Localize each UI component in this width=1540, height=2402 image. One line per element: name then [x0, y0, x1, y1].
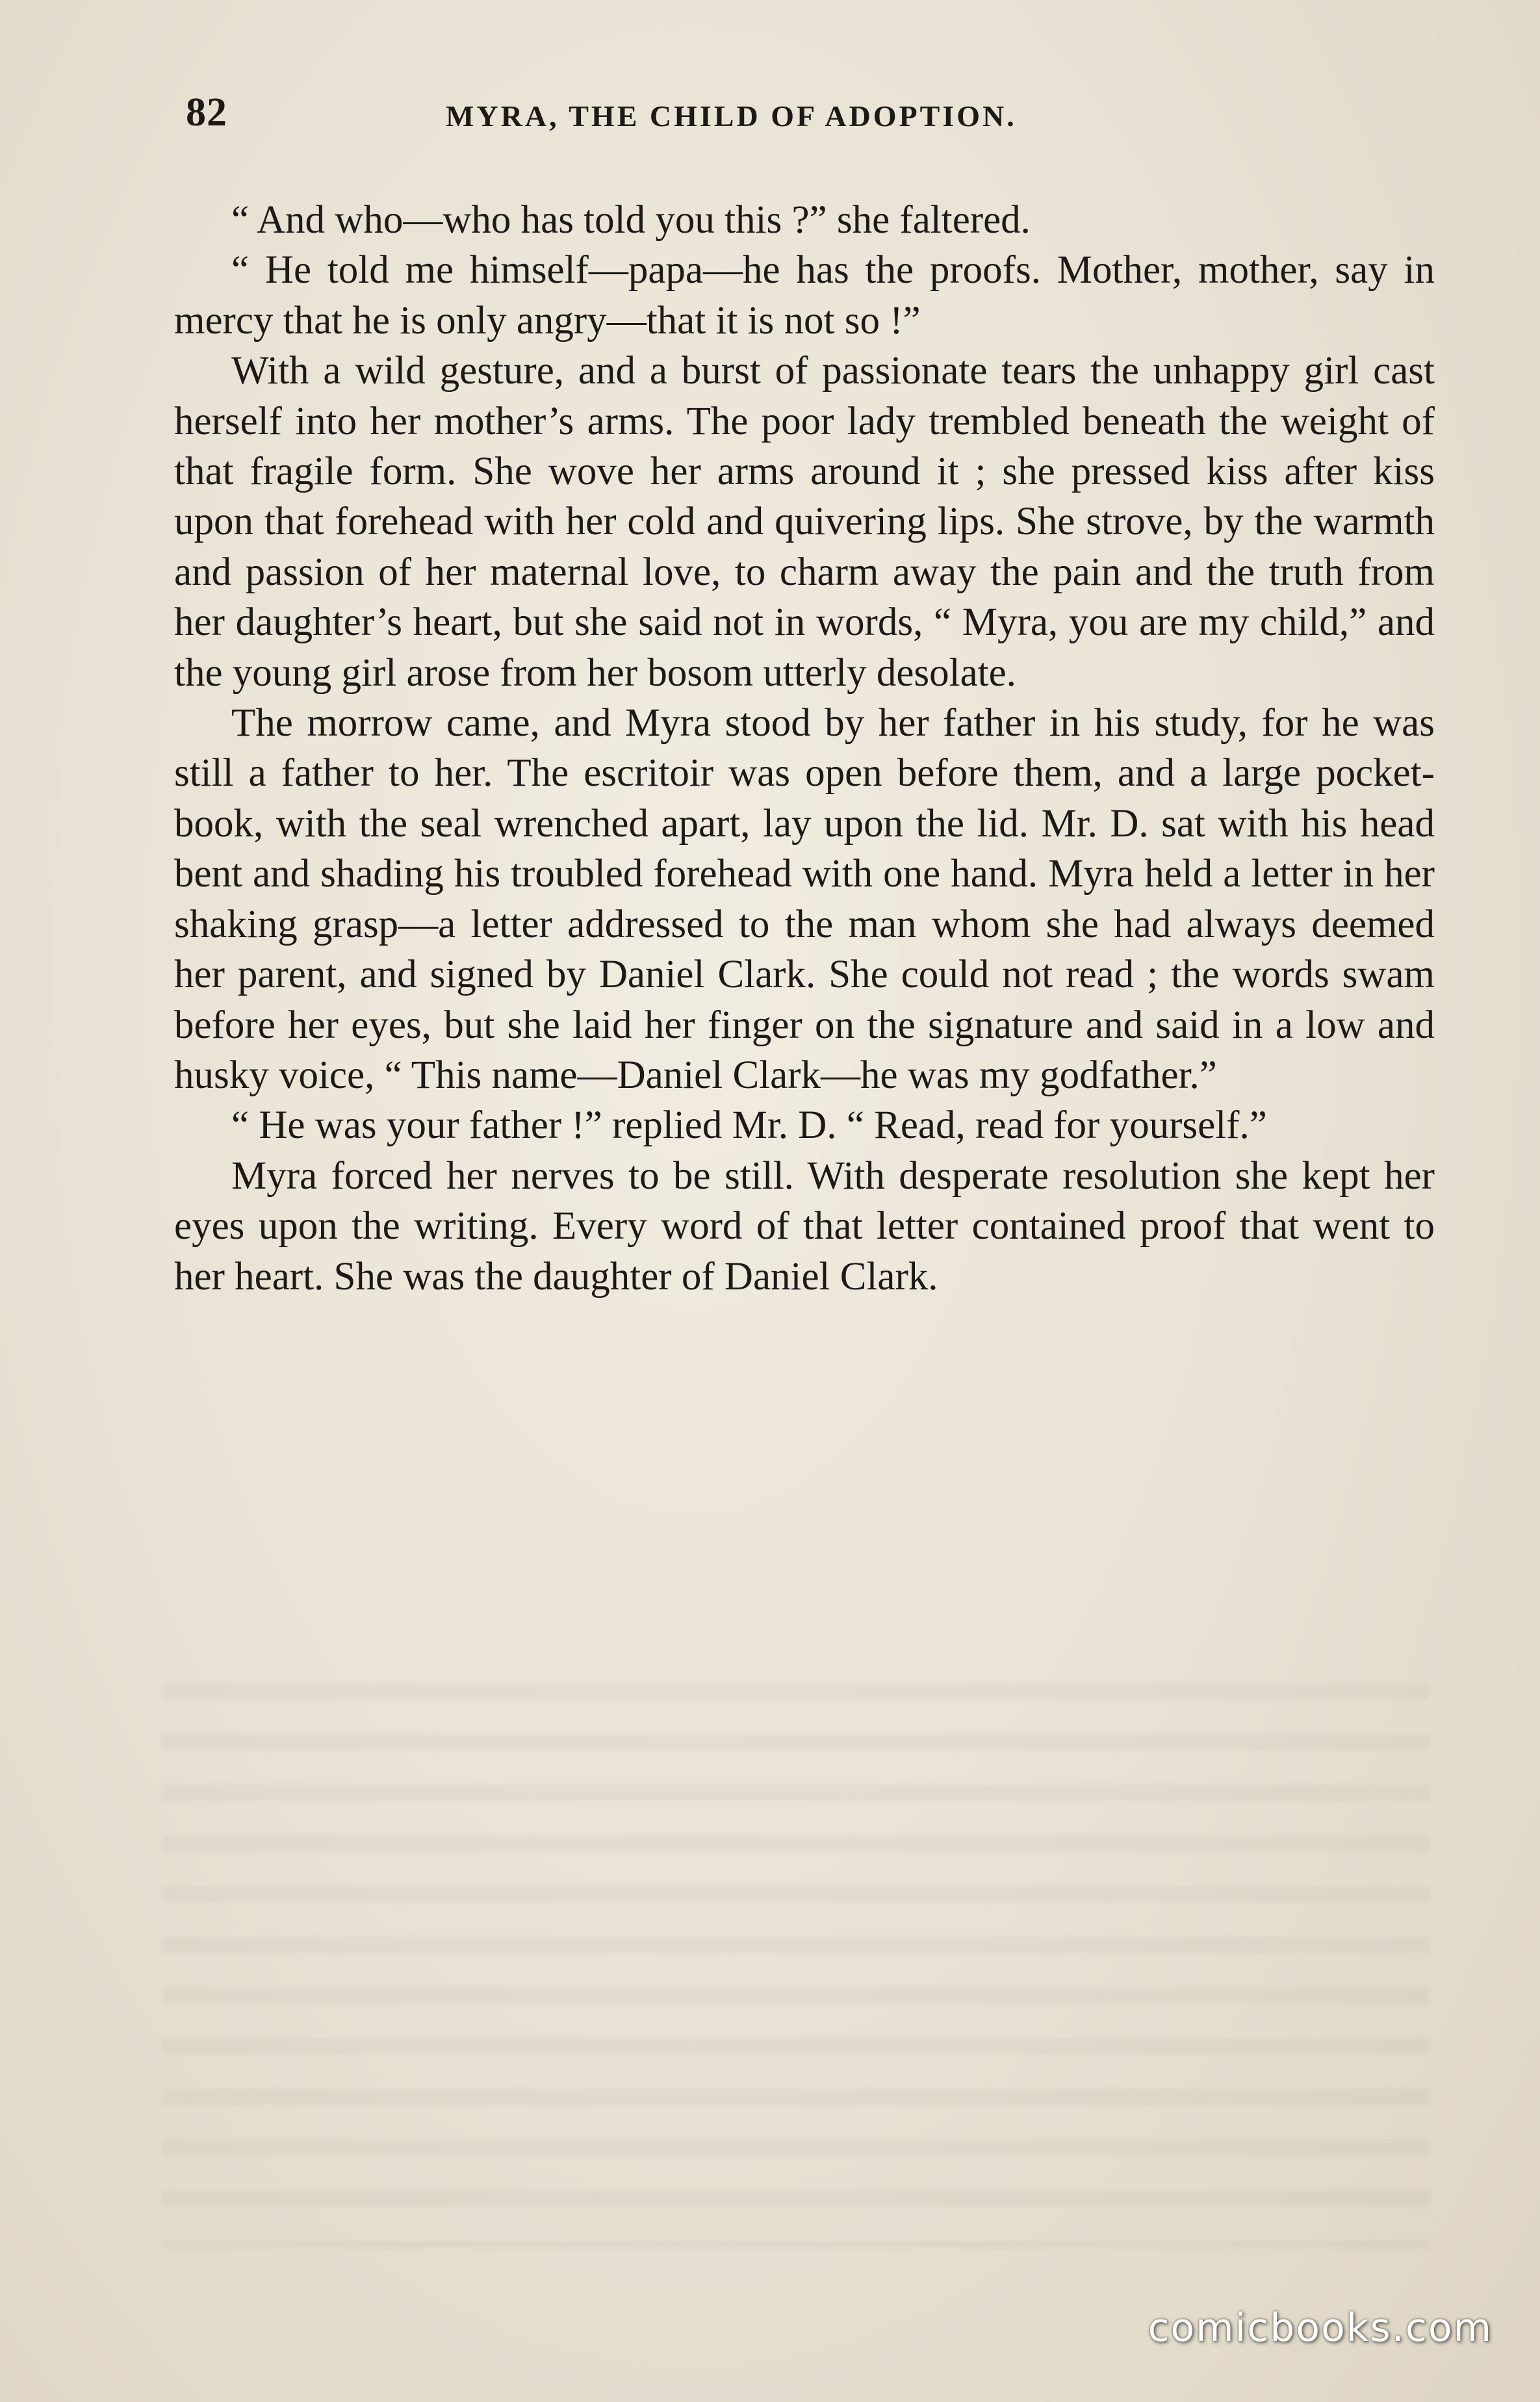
show-through-text	[162, 1664, 1430, 2249]
paragraph: The morrow came, and Myra stood by her father in his study, for he was still a father to her. The escritoir was open before them, and a large pocket-book, with the seal wrenched apart, lay upon the lid. Mr. D. sat with his head bent and shading his troubled forehead with one hand. Myra held a letter in her shaking grasp—a letter addressed to the man whom she had always deemed her parent, and signed by Daniel Clark. She could not read ; the words swam before her eyes, but she laid her finger on the signature and said in a low and husky voice, “ This name—Daniel Clark—he was my godfather.”	[174, 701, 1435, 1097]
running-title: MYRA, THE CHILD OF ADOPTION.	[446, 99, 1017, 133]
page-number: 82	[186, 90, 227, 135]
paragraph: “ And who—who has told you this ?” she faltered.	[231, 198, 1031, 242]
page-header	[186, 90, 1444, 148]
paragraph: “ He told me himself—papa—he has the proofs. Mother, mother, say in mercy that he is only angry—that it is not so !”	[174, 248, 1435, 342]
paragraph: “ He was your father !” replied Mr. D. “ Read, read for yourself.”	[231, 1104, 1267, 1148]
body-text	[174, 195, 1435, 1302]
paragraph: Myra forced her nerves to be still. With desperate resolution she kept her eyes upon the writing. Every word of that letter contained proof that went to her heart. She was the daughter of Daniel Clark.	[174, 1154, 1435, 1298]
watermark: comicbooks.com	[1148, 2305, 1493, 2351]
paragraph: With a wild gesture, and a burst of passionate tears the unhappy girl cast herself into her mother’s arms. The poor lady trembled beneath the weight of that fragile form. She wove her arms around it ; she pressed kiss after kiss upon that forehead with her cold and quivering lips. She strove, by the warmth and passion of her maternal love, to charm away the pain and the truth from her daughter’s heart, but she said not in words, “ Myra, you are my child,” and the young girl arose from her bosom utterly desolate.	[174, 349, 1435, 695]
